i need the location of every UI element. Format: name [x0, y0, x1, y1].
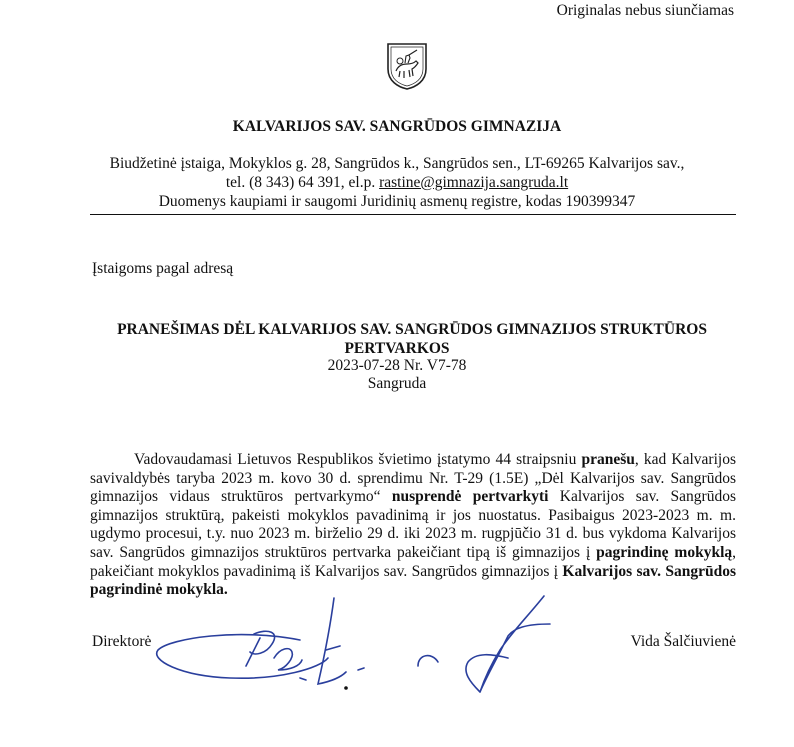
title-line-1: PRANEŠIMAS DĖL KALVARIJOS SAV. SANGRŪDOS GIMNAZIJOS STRUKTŪROS [117, 321, 707, 338]
signer-name: Vida Šalčiuvienė [630, 633, 736, 650]
document-meta [0, 357, 794, 393]
organization-info [0, 154, 794, 211]
place: Sangruda [367, 375, 427, 392]
organization-address: Biudžetinė įstaiga, Mokyklos g. 28, Sangrūdos k., Sangrūdos sen., LT-69265 Kalvarijos sav., [109, 155, 685, 172]
body-text-1: Vadovaudamasi Lietuvos Respublikos švietimo įstatymo 44 straipsniu [134, 451, 582, 468]
handwritten-signature [150, 588, 580, 708]
signer-position: Direktorė [92, 633, 152, 650]
body-paragraph [90, 451, 736, 600]
email-link[interactable]: rastine@gimnazija.sangruda.lt [379, 174, 569, 191]
body-bold-3: pagrindinę mokyklą [596, 543, 733, 561]
organization-name: KALVARIJOS SAV. SANGRŪDOS GIMNAZIJA [232, 118, 562, 135]
body-text-2: , kad Kalvarijos savivaldybės taryba 2023 m. kovo 30 d. sprendimu Nr. T-29 (1.5E) „Dėl Kalvarijos sav. Sangrūdos gimnazijos vidaus struktūros pertvarkymo“ [90, 451, 736, 506]
body-text-4: , pakeičiant mokyklos pavadinimą iš Kalvarijos sav. Sangrūdos gimnazijos į [90, 543, 736, 580]
header-divider [90, 214, 736, 215]
coat-of-arms-icon [384, 41, 430, 91]
recipient-line: Įstaigoms pagal adresą [92, 260, 234, 277]
phone-text: tel. (8 343) 64 391, el.p. [225, 174, 380, 191]
body-bold-4: Kalvarijos sav. Sangrūdos pagrindinė mokykla. [90, 562, 737, 599]
copy-notice: Originalas nebus siunčiamas [556, 2, 734, 19]
body-bold-2: nusprendė pertvarkyti [391, 488, 549, 506]
title-line-2: PERTVARKOS [344, 340, 450, 357]
date-number: 2023-07-28 Nr. V7-78 [327, 357, 467, 374]
organization-contacts [0, 173, 794, 192]
document-title [0, 320, 794, 358]
organization-registry: Duomenys kaupiami ir saugomi Juridinių asmenų registre, kodas 190399347 [158, 193, 636, 210]
body-text-3: Kalvarijos sav. Sangrūdos gimnazijos struktūrą, pakeisti mokyklos pavadinimą ir jos nuostatus. Pasibaigus 2023-2023 m. m. ugdymo procesui, t.y. nuo 2023 m. birželio 29 d. iki 2023 m. rugpjūčio 31 d. bus vykdoma Kalvarijos sav. Sangrūdos gimnazijos struktūros pertvarka pakeičiant tipą iš gimnazijos į [90, 488, 736, 561]
body-bold-1: pranešu [581, 451, 635, 468]
